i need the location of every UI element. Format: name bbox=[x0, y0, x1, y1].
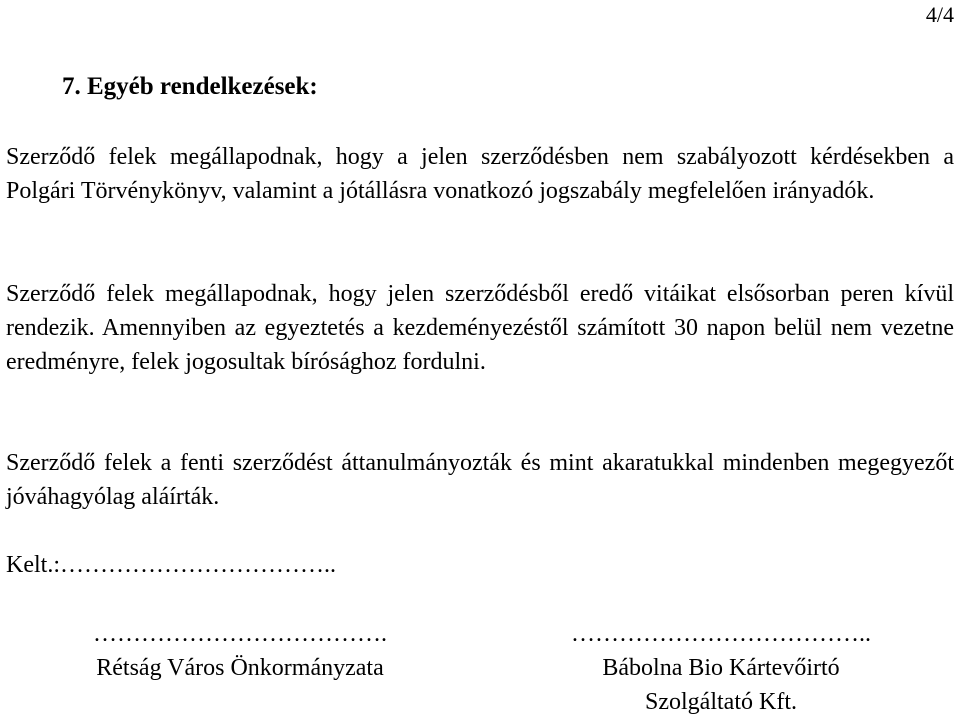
date-place-line: Kelt.:…………………………….. bbox=[6, 552, 336, 578]
signature-line-left: ………………………………. bbox=[93, 621, 387, 647]
signature-block-left bbox=[4, 617, 476, 685]
page-number: 4/4 bbox=[925, 2, 954, 27]
paragraph-signature-agreement: Szerződő felek a fenti szerződést áttanulmányozták és mint akaratukkal mindenben megegyezőt jóváhagyólag aláírták. bbox=[6, 450, 954, 510]
signatory-name-left: Rétság Város Önkormányzata bbox=[96, 655, 384, 681]
signatory-name-right-line2: Szolgáltató Kft. bbox=[645, 689, 797, 715]
paragraph-dispute-resolution: Szerződő felek megállapodnak, hogy jelen szerződésből eredő vitáikat elsősorban peren kívül rendezik. Amennyiben az egyeztetés a kezdeményezéstől számított 30 napon belül nem vezetne eredményre, felek jogosultak bírósághoz fordulni. bbox=[6, 281, 954, 375]
signature-line-right: ……………………………….. bbox=[571, 621, 871, 647]
signatory-name-right-line1: Bábolna Bio Kártevőirtó bbox=[602, 655, 840, 681]
signature-block-right bbox=[486, 617, 956, 719]
section-heading: 7. Egyéb rendelkezések: bbox=[62, 73, 318, 100]
paragraph-governing-law: Szerződő felek megállapodnak, hogy a jelen szerződésben nem szabályozott kérdésekben a Polgári Törvénykönyv, valamint a jótállásra vonatkozó jogszabály megfelelően irányadók. bbox=[6, 144, 954, 204]
